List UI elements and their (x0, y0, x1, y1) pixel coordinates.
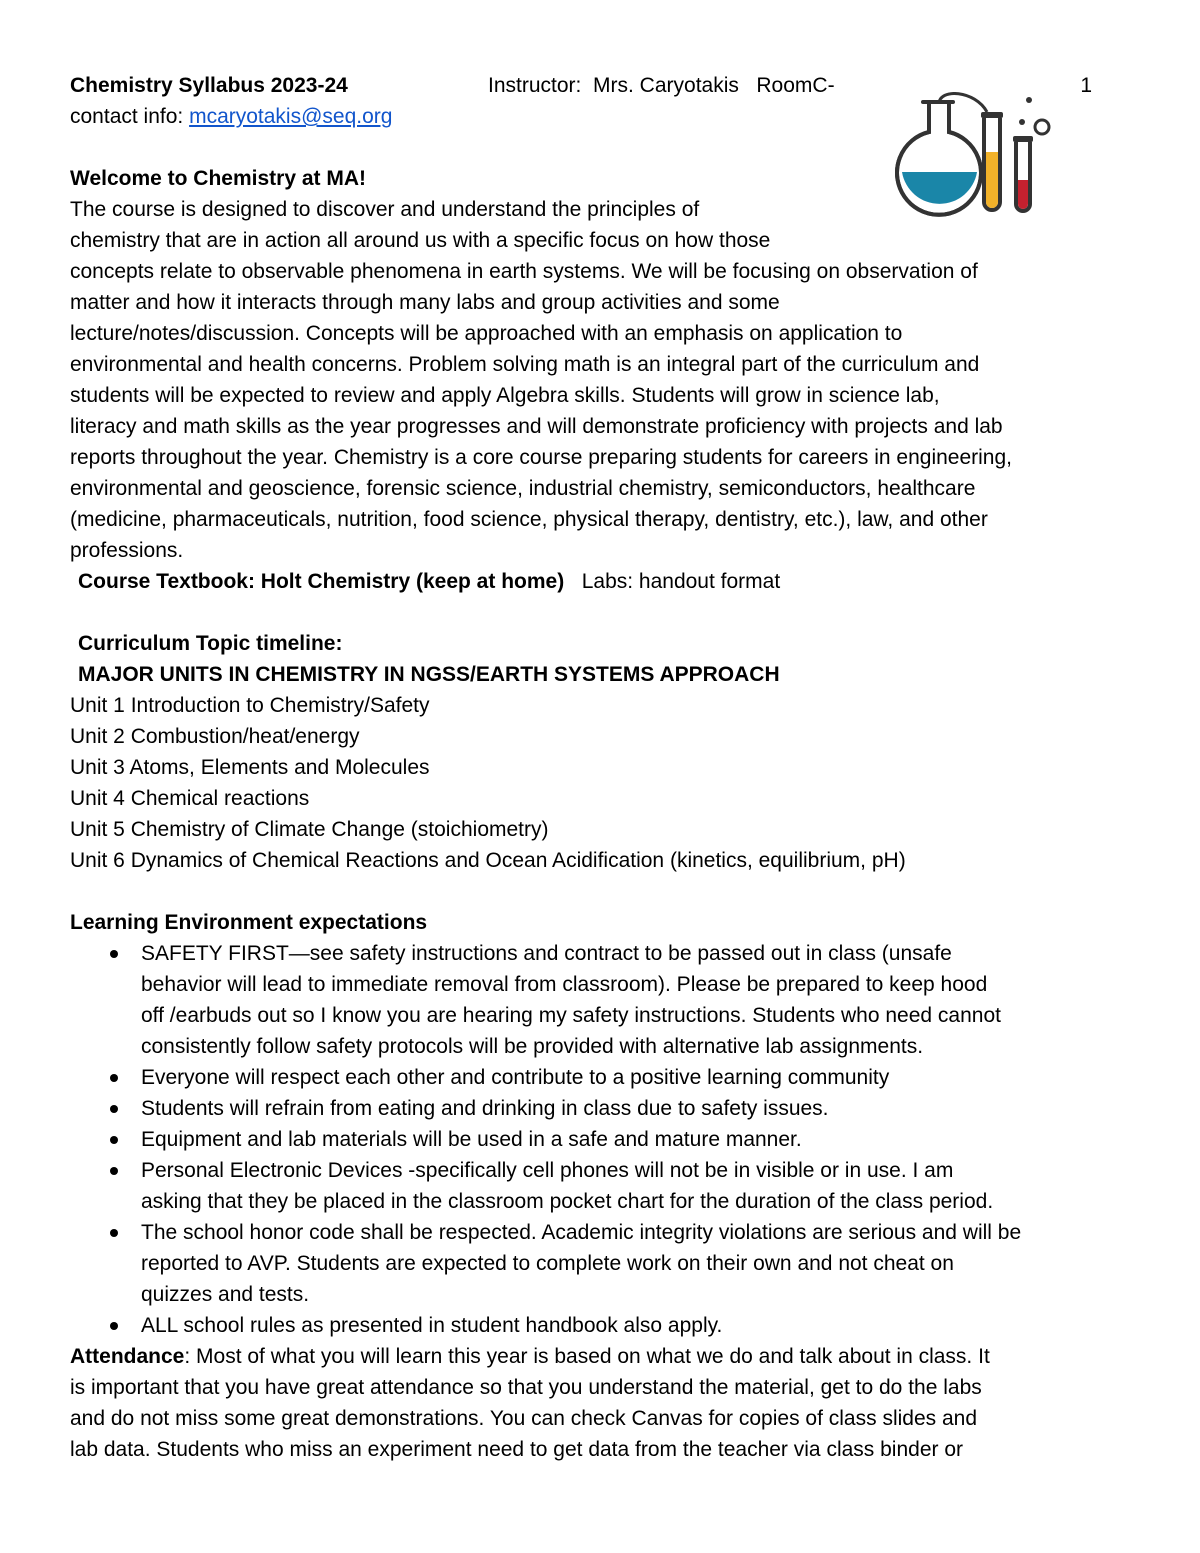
attendance-paragraph (70, 1372, 1132, 1465)
welcome-line: reports throughout the year. Chemistry is a core course preparing students for careers in engineering, (70, 446, 1012, 469)
document-page (70, 70, 1132, 1465)
bullet-icon (110, 1136, 118, 1144)
curriculum-subheading: MAJOR UNITS IN CHEMISTRY IN NGSS/EARTH SYSTEMS APPROACH (78, 663, 780, 686)
expectation-line: Students will refrain from eating and drinking in class due to safety issues. (141, 1097, 829, 1120)
spacer (70, 876, 1132, 907)
expectation-item (70, 1217, 1132, 1310)
welcome-heading: Welcome to Chemistry at MA! (70, 167, 366, 190)
contact-email-link[interactable]: mcaryotakis@seq.org (189, 105, 393, 128)
document-title: Chemistry Syllabus 2023-24 (70, 74, 348, 97)
bullet-icon (110, 950, 118, 958)
bullet-icon (110, 1167, 118, 1175)
expectation-line: ALL school rules as presented in student handbook also apply. (141, 1314, 723, 1337)
unit-item: Unit 5 Chemistry of Climate Change (stoichiometry) (70, 818, 549, 841)
expectation-line: Equipment and lab materials will be used in a safe and mature manner. (141, 1128, 802, 1151)
expectation-line: reported to AVP. Students are expected to complete work on their own and not cheat on (141, 1252, 954, 1275)
welcome-line: concepts relate to observable phenomena in earth systems. We will be focusing on observation of (70, 260, 978, 283)
unit-item: Unit 3 Atoms, Elements and Molecules (70, 756, 430, 779)
contact-label: contact info: (70, 105, 190, 128)
bullet-icon (110, 1322, 118, 1330)
unit-item: Unit 4 Chemical reactions (70, 787, 310, 810)
unit-list (70, 690, 1132, 876)
curriculum-heading: Curriculum Topic timeline: (78, 632, 343, 655)
expectation-item (70, 1062, 1132, 1093)
expectation-item (70, 1093, 1132, 1124)
page-number: 1 (1080, 74, 1092, 97)
unit-item: Unit 6 Dynamics of Chemical Reactions and Ocean Acidification (kinetics, equilibrium, pH) (70, 849, 906, 872)
textbook-label: Course Textbook: Holt Chemistry (keep at home) (78, 570, 565, 593)
expectation-item (70, 1155, 1132, 1217)
welcome-line: professions. (70, 539, 184, 562)
welcome-line: environmental and geoscience, forensic science, industrial chemistry, semiconductors, healthcare (70, 477, 976, 500)
attendance-line: and do not miss some great demonstrations. You can check Canvas for copies of class slides and (70, 1407, 977, 1430)
welcome-line: matter and how it interacts through many labs and group activities and some (70, 291, 780, 314)
welcome-line: literacy and math skills as the year progresses and will demonstrate proficiency with projects and lab (70, 415, 1003, 438)
attendance-line: is important that you have great attendance so that you understand the material, get to do the labs (70, 1376, 982, 1399)
welcome-line: lecture/notes/discussion. Concepts will be approached with an emphasis on application to (70, 322, 903, 345)
labs-info: Labs: handout format (564, 570, 781, 593)
unit-item: Unit 2 Combustion/heat/energy (70, 725, 360, 748)
welcome-line: students will be expected to review and apply Algebra skills. Students will grow in science lab, (70, 384, 940, 407)
instructor-info: Instructor: Mrs. Caryotakis RoomC- (488, 74, 835, 97)
expectation-line: asking that they be placed in the classroom pocket chart for the duration of the class period. (141, 1190, 994, 1213)
expectation-line: behavior will lead to immediate removal from classroom). Please be prepared to keep hood (141, 973, 988, 996)
bullet-icon (110, 1074, 118, 1082)
spacer (70, 597, 1132, 628)
attendance-text: : Most of what you will learn this year is based on what we do and talk about in class. It (184, 1345, 990, 1368)
expectation-line: Personal Electronic Devices -specifically cell phones will not be in visible or in use. I am (141, 1159, 954, 1182)
bullet-icon (110, 1229, 118, 1237)
unit-item: Unit 1 Introduction to Chemistry/Safety (70, 694, 430, 717)
expectation-item (70, 1310, 1132, 1341)
welcome-line: The course is designed to discover and understand the principles of (70, 198, 700, 221)
expectation-line: off /earbuds out so I know you are hearing my safety instructions. Students who need cannot (141, 1004, 1001, 1027)
expectation-line: The school honor code shall be respected. Academic integrity violations are serious and will be (141, 1221, 1022, 1244)
expectation-line: quizzes and tests. (141, 1283, 310, 1306)
attendance-first-line (70, 1341, 1132, 1372)
welcome-paragraph (70, 194, 1132, 566)
expectations-heading: Learning Environment expectations (70, 911, 428, 934)
welcome-line: environmental and health concerns. Problem solving math is an integral part of the curriculum and (70, 353, 980, 376)
chemistry-flasks-icon (895, 92, 1065, 222)
expectation-line: SAFETY FIRST—see safety instructions and contract to be passed out in class (unsafe (141, 942, 952, 965)
expectation-line: consistently follow safety protocols will be provided with alternative lab assignments. (141, 1035, 924, 1058)
textbook-line (70, 566, 1132, 597)
attendance-label: Attendance (70, 1345, 185, 1368)
expectations-list (70, 938, 1132, 1341)
welcome-line: chemistry that are in action all around us with a specific focus on how those (70, 229, 771, 252)
attendance-line: lab data. Students who miss an experiment need to get data from the teacher via class binder or (70, 1438, 964, 1461)
bullet-icon (110, 1105, 118, 1113)
expectation-item (70, 1124, 1132, 1155)
expectation-item (70, 938, 1132, 1062)
expectation-line: Everyone will respect each other and contribute to a positive learning community (141, 1066, 890, 1089)
welcome-line: (medicine, pharmaceuticals, nutrition, food science, physical therapy, dentistry, etc.), law, and other (70, 508, 988, 531)
